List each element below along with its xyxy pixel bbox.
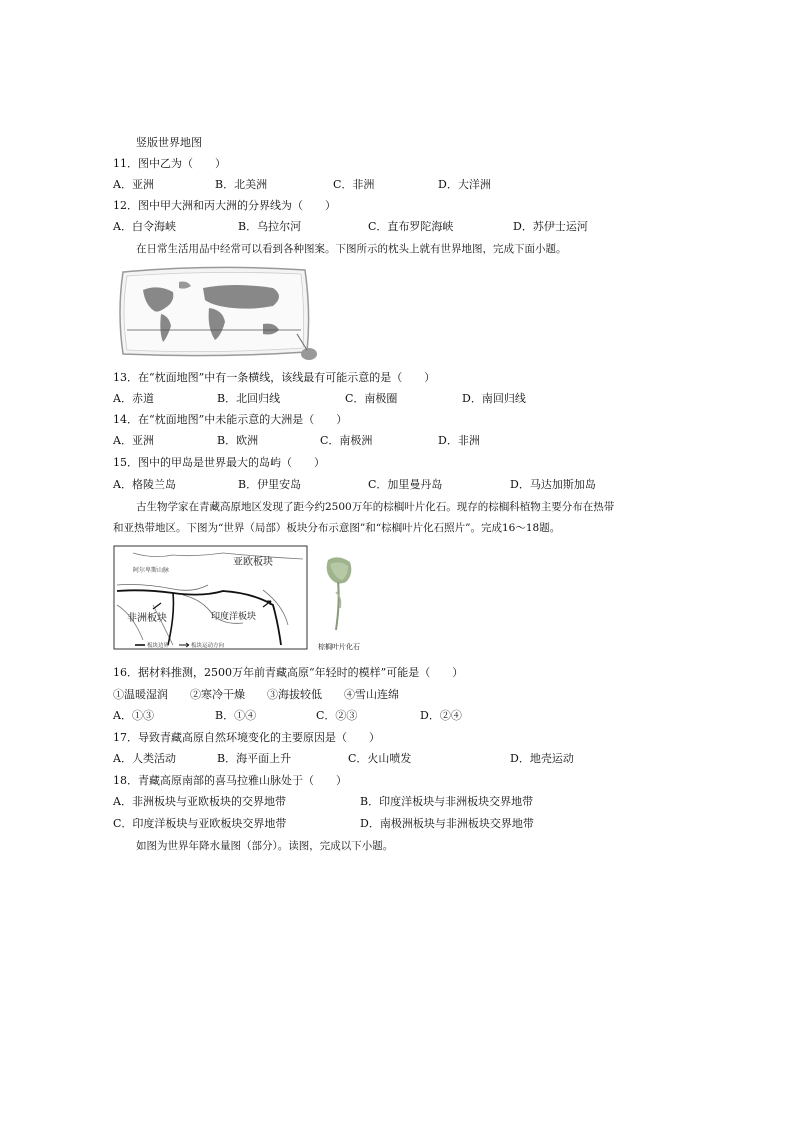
intro-pillow: 在日常生活用品中经常可以看到各种图案。下图所示的枕头上就有世界地图，完成下面小题。 (136, 243, 567, 255)
legend-motion: 板块运动方向 (191, 643, 225, 649)
intro-rainfall: 如图为世界年降水量图（部分）。读图，完成以下小题。 (136, 840, 394, 852)
question-14: 14．在“枕面地图”中未能示意的大洲是（ ） (113, 413, 348, 426)
q18-option-c: C．印度洋板块与亚欧板块交界地带 (113, 817, 287, 830)
intro-plate-line-2: 和亚热带地区。下图为“世界（局部）板块分布示意图”和“棕榈叶片化石照片”。完成16～18题。 (113, 522, 561, 534)
pillow-world-map-image (113, 262, 323, 364)
q14-option-c: C．南极洲 (320, 434, 373, 447)
q12-option-d: D．苏伊士运河 (513, 220, 588, 233)
label-indian-plate: 印度洋板块 (211, 612, 257, 622)
question-15: 15．图中的甲岛是世界最大的岛屿（ ） (113, 456, 325, 469)
q12-option-c: C．直布罗陀海峡 (368, 220, 454, 233)
question-16: 16．据材料推测，2500万年前青藏高原“年轻时的模样”可能是（ ） (113, 666, 464, 679)
q13-option-a: A．赤道 (113, 392, 154, 405)
map-caption: 竖版世界地图 (136, 136, 202, 149)
legend-boundary: 板块边界 (147, 643, 170, 649)
question-18: 18．青藏高原南部的喜马拉雅山脉处于（ ） (113, 774, 347, 787)
palm-fossil-photo (318, 552, 360, 640)
intro-plate-line-1: 古生物学家在青藏高原地区发现了距今约2500万年的棕榈叶片化石。现存的棕榈科植物主要分布在热带 (136, 501, 615, 513)
q17-option-d: D．地壳运动 (510, 752, 574, 765)
q15-option-d: D．马达加斯加岛 (510, 478, 596, 491)
q16-option-a: A．①③ (113, 709, 154, 722)
q13-option-b: B．北回归线 (217, 392, 281, 405)
q16-option-c: C．②③ (316, 709, 358, 722)
q11-option-a: A．亚洲 (113, 178, 154, 191)
label-african-plate: 非洲板块 (127, 613, 167, 624)
q15-option-b: B．伊里安岛 (238, 478, 302, 491)
q16-option-d: D．②④ (420, 709, 462, 722)
label-eurasian-plate: 亚欧板块 (233, 557, 273, 568)
q13-option-d: D．南回归线 (462, 392, 526, 405)
q18-option-d: D．南极洲板块与非洲板块交界地带 (360, 817, 534, 830)
question-11: 11．图中乙为（ ） (113, 157, 226, 170)
q12-option-b: B．乌拉尔河 (238, 220, 302, 233)
question-13: 13．在“枕面地图”中有一条横线，该线最有可能示意的是（ ） (113, 371, 436, 384)
q18-option-b: B．印度洋板块与非洲板块交界地带 (360, 795, 534, 808)
question-12: 12．图中甲大洲和丙大洲的分界线为（ ） (113, 199, 336, 212)
q12-option-a: A．白令海峡 (113, 220, 176, 233)
q11-option-d: D．大洋洲 (438, 178, 491, 191)
q17-option-a: A．人类活动 (113, 752, 176, 765)
q17-option-c: C．火山喷发 (348, 752, 412, 765)
q18-option-a: A．非洲板块与亚欧板块的交界地带 (113, 795, 286, 808)
q13-option-c: C．南极圈 (345, 392, 398, 405)
plate-distribution-map (113, 545, 308, 650)
label-alps: 阿尔卑斯山脉 (133, 567, 170, 574)
q14-option-a: A．亚洲 (113, 434, 154, 447)
q16-option-b: B．①④ (215, 709, 257, 722)
q15-option-c: C．加里曼丹岛 (368, 478, 443, 491)
q17-option-b: B．海平面上升 (217, 752, 292, 765)
question-17: 17．导致青藏高原自然环境变化的主要原因是（ ） (113, 731, 380, 744)
fossil-caption: 棕榈叶片化石 (318, 643, 360, 651)
q11-option-c: C．非洲 (333, 178, 375, 191)
q11-option-b: B．北美洲 (215, 178, 268, 191)
q15-option-a: A．格陵兰岛 (113, 478, 176, 491)
q14-option-d: D．非洲 (438, 434, 480, 447)
q14-option-b: B．欧洲 (217, 434, 259, 447)
q16-choices: ①温暖湿润 ②寒冷干燥 ③海拔较低 ④雪山连绵 (113, 688, 399, 701)
